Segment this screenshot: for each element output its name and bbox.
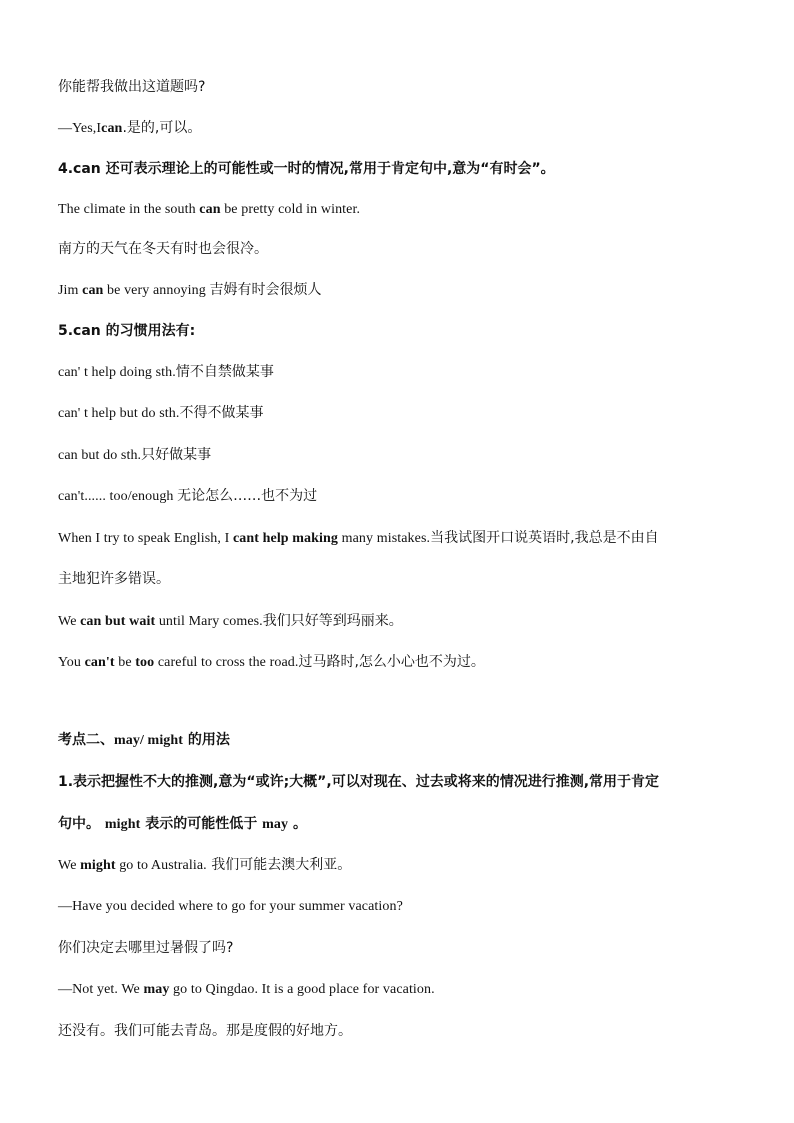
example-sentence: We might go to Australia. 我们可能去澳大利亚。: [58, 857, 352, 873]
example-sentence: We can but wait until Mary comes.我们只好等到玛丽来。: [58, 613, 403, 629]
text-line: 你能帮我做出这道题吗?: [58, 79, 206, 95]
dialogue-line: —Not yet. We may go to Qingdao. It is a good place for vacation.: [58, 982, 435, 997]
usage-line: can't...... too/enough 无论怎么……也不为过: [58, 488, 318, 504]
example-sentence: The climate in the south can be pretty cold in winter.: [58, 202, 361, 217]
section-heading: 5.can 的习惯用法有:: [58, 323, 196, 339]
example-sentence: When I try to speak English, I cant help making many mistakes.当我试图开口说英语时,我总是不由自: [58, 530, 659, 546]
usage-line: can' t help doing sth.情不自禁做某事: [58, 364, 274, 380]
section-heading: 句中。 might 表示的可能性低于 may 。: [58, 816, 307, 832]
section-title: 考点二、may/ might 的用法: [58, 732, 230, 748]
translation-line: 南方的天气在冬天有时也会很冷。: [58, 241, 268, 257]
translation-line: 主地犯许多错误。: [58, 571, 170, 587]
usage-line: can' t help but do sth.不得不做某事: [58, 405, 264, 421]
example-sentence: Jim can be very annoying 吉姆有时会很烦人: [58, 282, 322, 298]
section-heading: 4.can 还可表示理论上的可能性或一时的情况,常用于肯定句中,意为“有时会”。: [58, 161, 555, 177]
example-sentence: You can't be too careful to cross the road.过马路时,怎么小心也不为过。: [58, 654, 485, 670]
dialogue-line: —Have you decided where to go for your summer vacation?: [58, 899, 403, 914]
usage-line: can but do sth.只好做某事: [58, 447, 212, 463]
section-heading: 1.表示把握性不大的推测,意为“或许;大概”,可以对现在、过去或将来的情况进行推测,常用于肯定: [58, 774, 660, 790]
text-line: —Yes,Ican.是的,可以。: [58, 120, 202, 136]
translation-line: 你们决定去哪里过暑假了吗?: [58, 940, 234, 956]
translation-line: 还没有。我们可能去青岛。那是度假的好地方。: [58, 1023, 352, 1039]
